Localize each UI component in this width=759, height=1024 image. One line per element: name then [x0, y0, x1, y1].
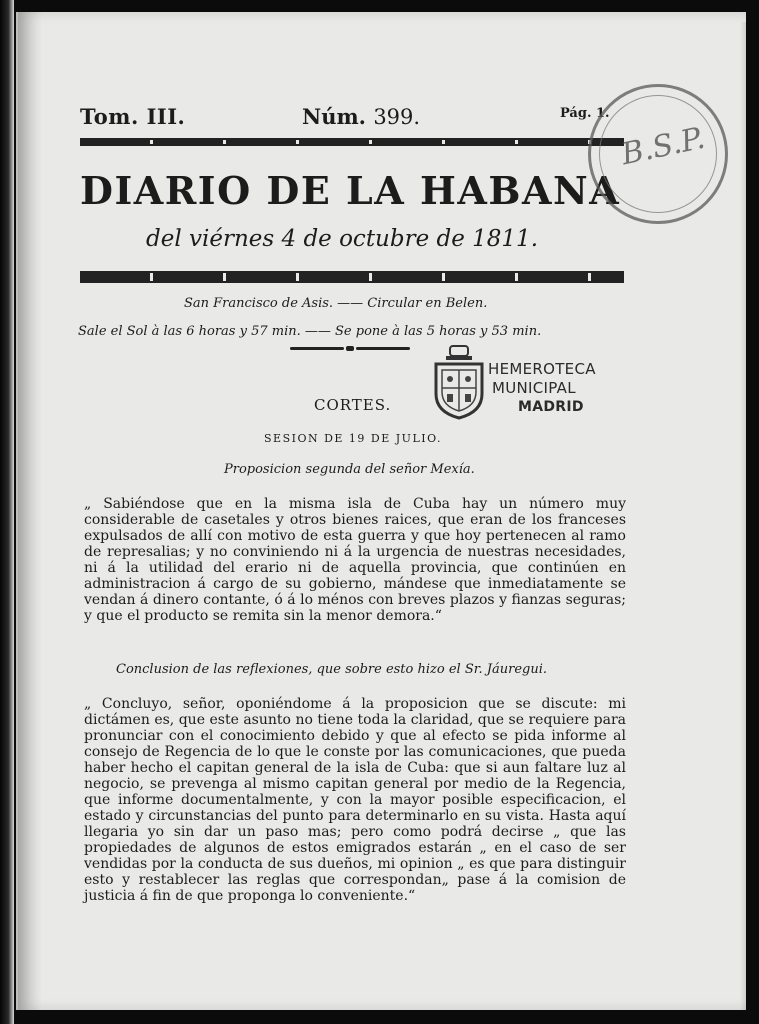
saints-line: San Francisco de Asis. —— Circular en Belen.	[184, 296, 488, 311]
decorative-rule-top	[80, 138, 624, 146]
sunrise-line: Sale el Sol à las 6 horas y 57 min. —— Se pone à las 5 horas y 53 min.	[78, 324, 542, 339]
proposal-title: Proposicion segunda del señor Mexía.	[224, 462, 475, 477]
ornament-divider	[290, 345, 410, 351]
issue-value: 399.	[373, 105, 421, 129]
proposal-paragraph	[84, 496, 626, 624]
page-label: Pág. 1.	[560, 106, 610, 121]
hemeroteca-line3: MADRID	[518, 399, 584, 415]
book-gutter	[0, 0, 14, 1024]
page-binding-shadow	[18, 12, 42, 1010]
volume-label: Tom. III.	[80, 104, 186, 129]
issue-date: del viérnes 4 de octubre de 1811.	[146, 226, 538, 252]
hemeroteca-line1: HEMEROTECA	[488, 360, 596, 378]
issue-label: Núm.	[302, 104, 366, 129]
hemeroteca-line2: MUNICIPAL	[492, 379, 576, 397]
newspaper-title: DIARIO DE LA HABANA	[80, 168, 621, 213]
masthead-row	[80, 104, 640, 134]
conclusion-paragraph	[84, 696, 626, 904]
issue-number	[302, 104, 420, 129]
library-stamp	[588, 84, 728, 224]
decorative-rule-bottom	[80, 271, 624, 283]
session-heading: SESION DE 19 DE JULIO.	[264, 432, 442, 445]
library-stamp-initials: B.S.P.	[618, 120, 708, 173]
coat-of-arms-icon	[430, 344, 488, 420]
newspaper-page	[16, 12, 746, 1010]
hemeroteca-stamp	[488, 360, 628, 417]
proposal-text: „ Sabiéndose que en la misma isla de Cuba hay un número muy considerable de casetales y otros bienes raices, que eran de los franceses expulsados de allí con motivo de esta guerra y que hoy pertenecen al ramo de represalias; y no conviniendo ni á la urgencia de nuestras necesidades, ni á la utilidad del erario ni de aquella provincia, que continúen en administracion á cargo de su gobierno, mándese que inmediatamente se vendan á dinero contante, ó á lo ménos con breves plazos y fianzas seguras; y que el producto se remita sin la menor demora.“	[84, 496, 626, 624]
page-edge-shadow	[740, 22, 746, 1010]
conclusion-text: „ Concluyo, señor, oponiéndome á la proposicion que se discute: mi dictámen es, que este asunto no tiene toda la claridad, que se requiere para pronunciar con el conocimiento debido y que al efecto se pida informe al consejo de Regencia de lo que le conste por las comunicaciones, que pueda haber hecho el capitan general de la isla de Cuba: que si aun faltare luz al negocio, se prevenga al mismo capitan general por medio de la Regencia, que informe documentalmente, y con la mayor posible especificacion, el estado y circunstancias del punto para determinarlo en su vista. Hasta aquí llegaria yo sin dar un paso mas; pero como podrá decirse „ que las propiedades de algunos de estos emigrados estarán „ en el caso de ser vendidas por la conducta de sus dueños, mi opinion „ es que para distinguir esto y restablecer las reglas que correspondan„ pase á la comision de justicia á fin de que proponga lo conveniente.“	[84, 696, 626, 904]
conclusion-title: Conclusion de las reflexiones, que sobre esto hizo el Sr. Jáuregui.	[116, 662, 547, 677]
section-heading: CORTES.	[314, 396, 392, 414]
